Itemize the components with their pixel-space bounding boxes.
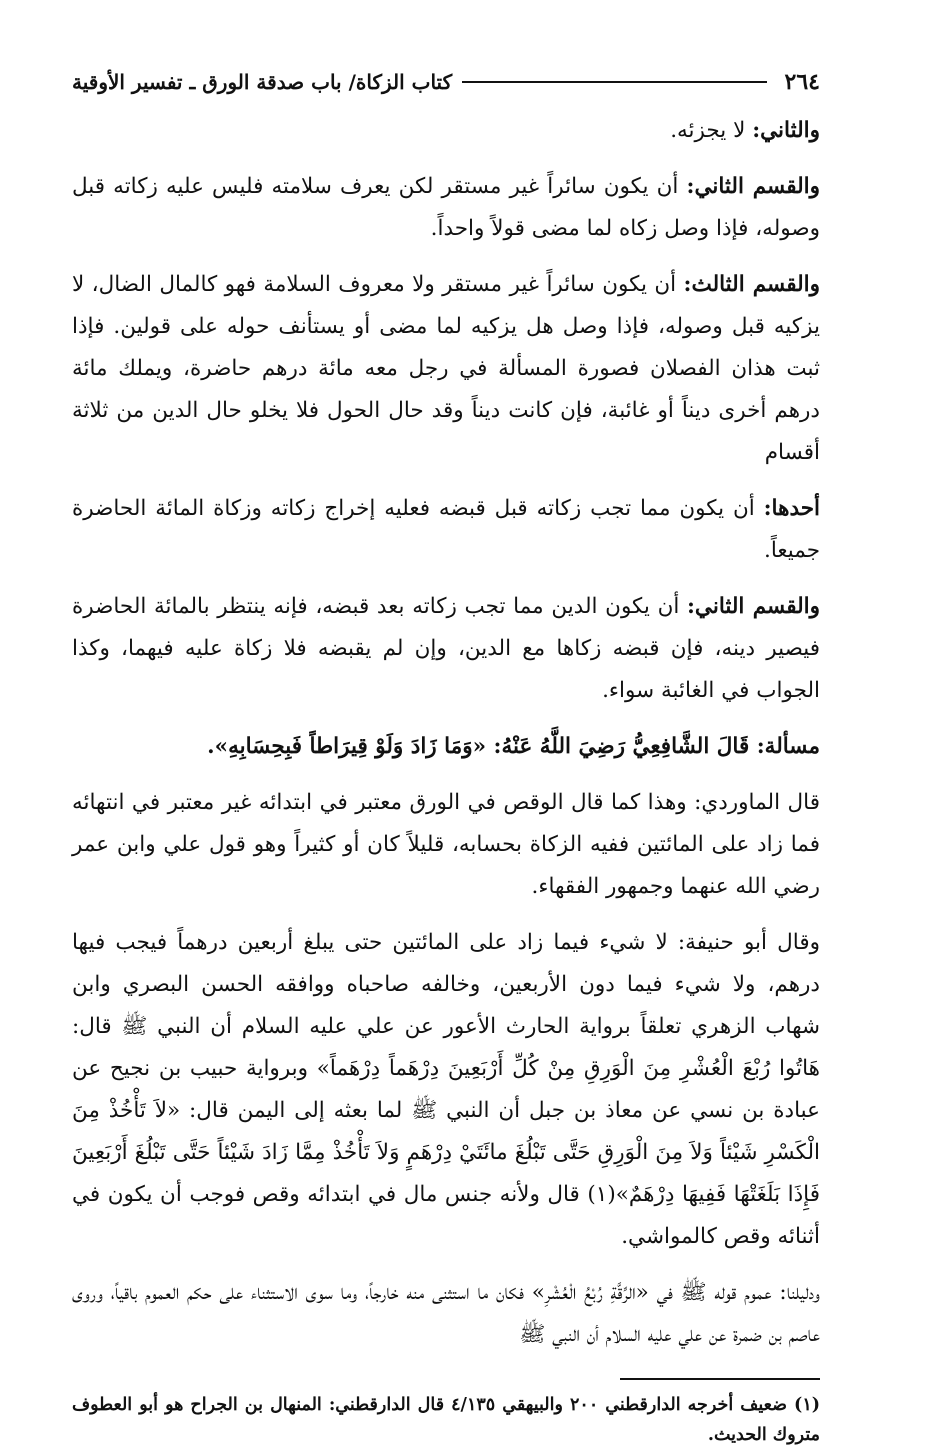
paragraph-text: لا يجزئه. — [670, 118, 753, 143]
paragraph-text: ودليلنا: عموم قوله ﷺ في «الرِّقَّةِ رُبْعُ الْعُشْرِ» فكان ما استثنى منه خارجاً، وما سوى الاستثناء على حكم العموم باقياً، وروى عاصم بن ضمرة عن علي عليه السلام أن النبي ﷺ — [72, 1280, 820, 1347]
header-title: كتاب الزكاة/ باب صدقة الورق ـ تفسير الأوقية — [72, 70, 453, 94]
paragraph-lead: مسألة: قَالَ الشَّافِعِيُّ رَضِيَ اللَّهُ عَنْهُ: — [493, 734, 820, 759]
paragraph-text: «وَمَا زَادَ وَلَوْ قِيرَاطاً فَبِحِسَابِهِ». — [207, 734, 494, 759]
paragraph — [72, 166, 820, 250]
header-rule — [462, 81, 766, 83]
paragraph-lead: والقسم الثاني: — [687, 594, 820, 619]
main-text — [72, 110, 820, 1356]
paragraph-text: أن يكون الدين مما تجب زكاته بعد قبضه، فإنه ينتظر بالمائة الحاضرة فيصير دينه، فإن قبضه زكاها مع الدين، وإن لم يقبضه فلا زكاة عليه فيهما، وكذا الجواب في الغائبة سواء. — [72, 594, 820, 703]
footnote-rule — [620, 1378, 820, 1380]
paragraph-text: أن يكون سائراً غير مستقر ولا معروف السلامة فهو كالمال الضال، لا يزكيه قبل وصوله، فإذا وصل هل يزكيه لما مضى أو يستأنف حوله على قولين. فإذا ثبت هذان الفصلان فصورة المسألة في رجل معه مائة درهم حاضرة، ويملك مائة درهم أخرى ديناً أو غائبة، فإن كانت ديناً وقد حال الحول فلا يخلو حال الدين من ثلاثة أقسام — [72, 272, 820, 465]
paragraph-lead: والثاني: — [752, 118, 820, 143]
paragraph — [72, 922, 820, 1258]
paragraph-lead: أحدها: — [763, 496, 820, 521]
footnote: (١) ضعيف أخرجه الدارقطني ٢٠٠ والبيهقي ٤/١٣٥ قال الدارقطني: المنهال بن الجراح هو أبو العطوف متروك الحديث. — [72, 1395, 820, 1445]
paragraph-text: قال الماوردي: وهذا كما قال الوقص في الورق معتبر في ابتدائه غير معتبر في انتهائه فما زاد على المائتين ففيه الزكاة بحسابه، قليلاً كان أو كثيراً وهو قول علي وابن عمر رضي الله عنهما وجمهور الفقهاء. — [72, 790, 820, 899]
paragraph-text: أن يكون سائراً غير مستقر لكن يعرف سلامته فليس عليه زكاته قبل وصوله، فإذا وصل زكاه لما مضى قولاً واحداً. — [72, 174, 820, 241]
paragraph — [72, 488, 820, 572]
paragraph — [72, 726, 820, 768]
paragraph — [72, 782, 820, 908]
paragraph — [72, 1272, 820, 1356]
paragraph — [72, 110, 820, 152]
paragraph — [72, 586, 820, 712]
paragraph-lead: والقسم الثاني: — [686, 174, 820, 199]
paragraph-text: أن يكون مما تجب زكاته قبل قبضه فعليه إخراج زكاته وزكاة المائة الحاضرة جميعاً. — [72, 496, 820, 563]
page-number: ٢٦٤ — [784, 69, 820, 95]
footnotes — [72, 1390, 820, 1450]
paragraph-text: وقال أبو حنيفة: لا شيء فيما زاد على المائتين حتى يبلغ أربعين درهماً فيجب فيها درهم، ولا شيء فيما دون الأربعين، وخالفه صاحباه ووافقه الحسن البصري وابن شهاب الزهري تعلقاً برواية الحارث الأعور عن علي عليه السلام أن النبي ﷺ قال: هَاتُوا رُبْعَ الْعُشْرِ مِنَ الْوَرِقِ مِنْ كُلِّ أَرْبَعِينَ دِرْهَماً دِرْهَماً» وبرواية حبيب بن نجيح عن عبادة بن نسي عن معاذ بن جبل أن النبي ﷺ لما بعثه إلى اليمن قال: «لاَ تَأْخُذْ مِنَ الْكَسْرِ شَيْئاً وَلاَ مِنَ الْوَرِقِ حَتَّى تَبْلُغَ مائَتَيْ دِرْهَمٍ وَلاَ تَأْخُذْ مِمَّا زَادَ شَيْئاً حَتَّى تَبْلُغَ أَرْبَعِينَ فَإِذَا بَلَغَتْهَا فَفِيهَا دِرْهَمٌ»(١) قال ولأنه جنس مال في ابتدائه وقص فوجب أن يكون في أثنائه وقص كالمواشي. — [72, 930, 820, 1249]
paragraph-lead: والقسم الثالث: — [683, 272, 820, 297]
paragraph — [72, 264, 820, 474]
running-header — [72, 62, 820, 102]
